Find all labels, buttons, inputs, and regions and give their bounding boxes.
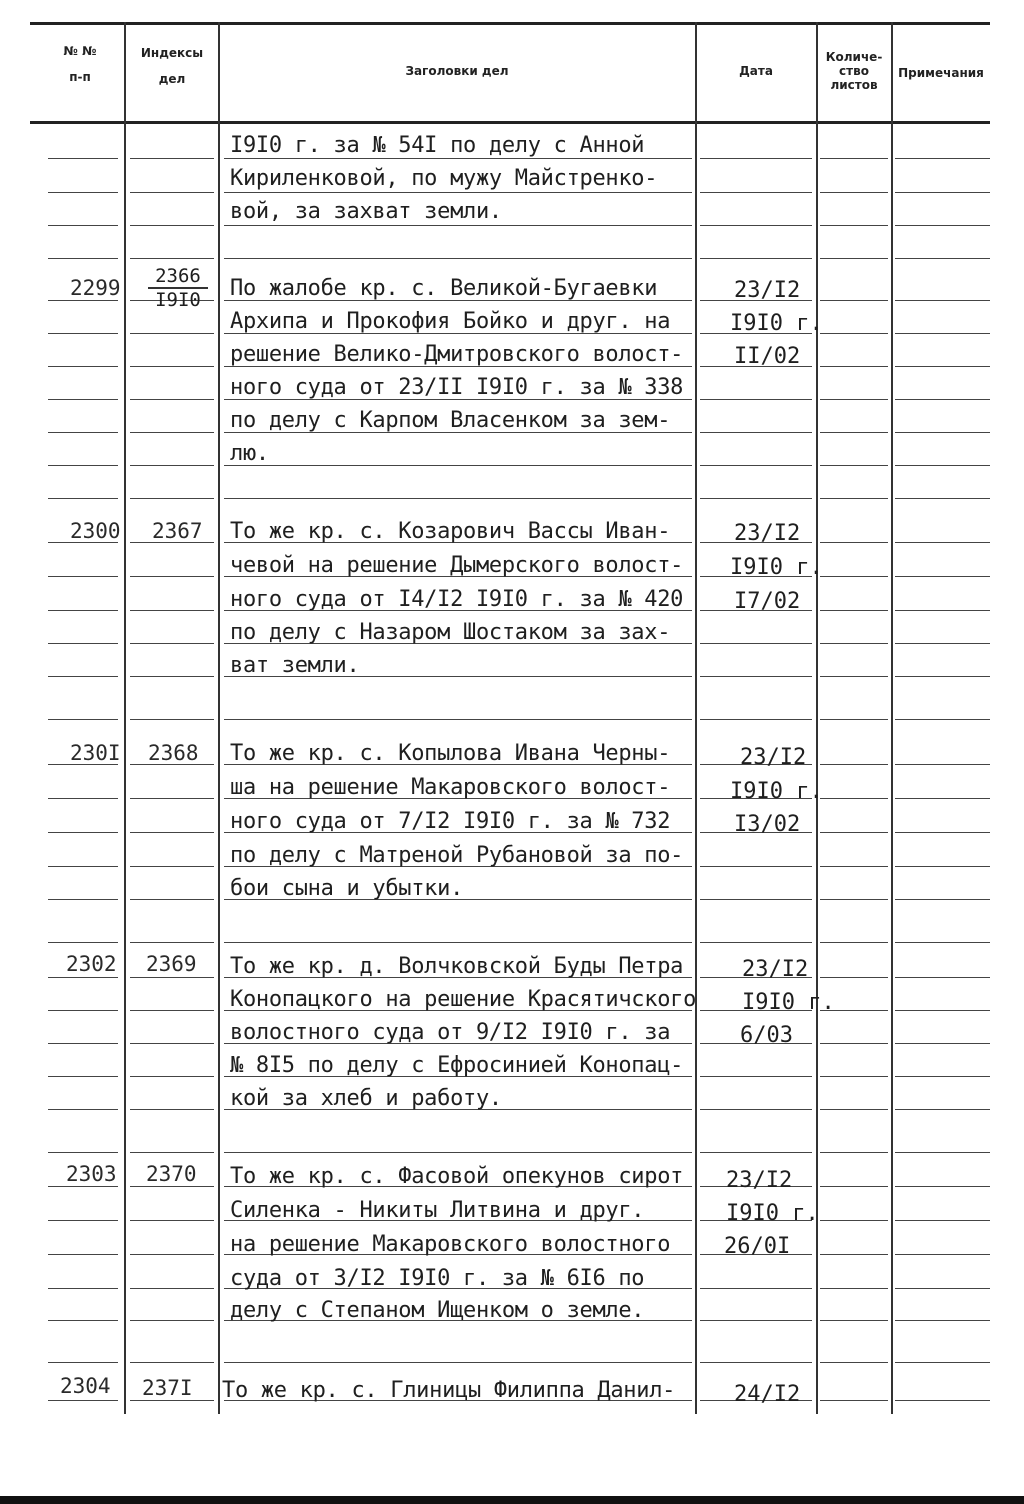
ruled-line: [700, 1152, 812, 1153]
ruled-line: [130, 1043, 214, 1044]
ruled-line: [48, 1220, 118, 1221]
ruled-line: [895, 1076, 990, 1077]
ruled-line: [48, 192, 118, 193]
entry-title-line: По жалобе кр. с. Великой-Бугаевки: [230, 276, 658, 301]
entry-title-line: № 8I5 по делу с Ефросинией Конопац-: [230, 1053, 684, 1078]
ruled-line: [895, 1288, 990, 1289]
entry-title-line: ват земли.: [230, 653, 360, 678]
ruled-line: [48, 832, 118, 833]
ruled-line: [130, 576, 214, 577]
entry-index-top: 2366: [155, 265, 201, 287]
header-col-notes: Примечания: [898, 66, 984, 80]
ruled-line: [895, 899, 990, 900]
ruled-line: [48, 1010, 118, 1011]
ruled-line: [895, 300, 990, 301]
ruled-line: [224, 719, 692, 720]
entry-date-line: 23/I2: [742, 957, 809, 982]
ruled-line: [895, 225, 990, 226]
column-divider: [124, 22, 126, 1414]
continuation-line: I9I0 г. за № 54I по делу с Анной: [230, 133, 645, 158]
ruled-line: [820, 465, 888, 466]
entry-date-line: I9I0 г.: [730, 555, 823, 580]
ruled-line: [895, 610, 990, 611]
entry-title-line: лю.: [230, 441, 269, 466]
header-col-title: Заголовки дел: [405, 64, 509, 78]
entry-date-line: 24/I2: [734, 1382, 801, 1407]
ruled-line: [820, 866, 888, 867]
ruled-line: [48, 977, 118, 978]
ruled-line: [700, 465, 812, 466]
ruled-line: [895, 866, 990, 867]
ruled-line: [48, 899, 118, 900]
ruled-line: [895, 643, 990, 644]
ruled-line: [130, 899, 214, 900]
ruled-line: [48, 1400, 118, 1401]
ruled-line: [130, 1076, 214, 1077]
entry-title-line: решение Велико-Дмитровского волост-: [230, 342, 684, 367]
ruled-line: [48, 942, 118, 943]
entry-title-line: ша на решение Макаровского волост-: [230, 775, 671, 800]
ruled-line: [224, 498, 692, 499]
entry-title-line: То же кр. с. Копылова Ивана Черны-: [230, 741, 671, 766]
entry-title-line: суда от 3/I2 I9I0 г. за № 6I6 по: [230, 1266, 645, 1291]
entry-index: 2368: [148, 741, 199, 765]
ruled-line: [48, 798, 118, 799]
entry-number: 2303: [66, 1162, 117, 1186]
continuation-line: вой, за захват земли.: [230, 199, 502, 224]
entry-date-line: I9I0 г.: [742, 990, 835, 1015]
entry-title-line: То же кр. с. Фасовой опекунов сирот: [230, 1164, 684, 1189]
scan-bottom-edge: [0, 1496, 1024, 1504]
ruled-line: [820, 610, 888, 611]
ruled-line: [895, 576, 990, 577]
ruled-line: [895, 1043, 990, 1044]
ruled-line: [130, 225, 214, 226]
ruled-line: [700, 719, 812, 720]
ruled-line: [130, 432, 214, 433]
ruled-line: [895, 1010, 990, 1011]
entry-title-line: волостного суда от 9/I2 I9I0 г. за: [230, 1020, 671, 1045]
entry-title-line: делу с Степаном Ищенком о земле.: [230, 1298, 645, 1323]
ruled-line: [130, 1400, 214, 1401]
ruled-line: [130, 1186, 214, 1187]
ruled-line: [130, 798, 214, 799]
ruled-line: [48, 432, 118, 433]
column-divider: [695, 22, 697, 1414]
ruled-line: [820, 333, 888, 334]
entry-date-line: I9I0 г.: [730, 311, 823, 336]
entry-date-line: I7/02: [734, 589, 801, 614]
entry-index: 2367: [152, 519, 203, 543]
ruled-line: [130, 399, 214, 400]
ruled-line: [820, 899, 888, 900]
ruled-line: [700, 676, 812, 677]
ruled-line: [820, 942, 888, 943]
ruled-line: [48, 225, 118, 226]
entry-date-line: 23/I2: [734, 521, 801, 546]
entry-title-line: Силенка - Никиты Литвина и друг.: [230, 1198, 645, 1223]
ruled-line: [48, 399, 118, 400]
ruled-line: [130, 1288, 214, 1289]
entry-title-line: ного суда от 7/I2 I9I0 г. за № 732: [230, 809, 671, 834]
header-col-date: Дата: [739, 64, 773, 78]
ruled-line: [700, 1109, 812, 1110]
ruled-line: [130, 942, 214, 943]
ruled-line: [820, 498, 888, 499]
ruled-line: [700, 432, 812, 433]
ruled-line: [820, 1320, 888, 1321]
ruled-line: [700, 399, 812, 400]
ruled-line: [895, 192, 990, 193]
ruled-line: [130, 977, 214, 978]
ruled-line: [48, 158, 118, 159]
ruled-line: [820, 366, 888, 367]
ruled-line: [700, 866, 812, 867]
ruled-line: [895, 719, 990, 720]
ruled-line: [130, 1152, 214, 1153]
ruled-line: [820, 1186, 888, 1187]
ruled-line: [820, 1109, 888, 1110]
ruled-line: [895, 977, 990, 978]
header-top-rule: [30, 22, 990, 25]
column-divider: [891, 22, 893, 1414]
ruled-line: [700, 1076, 812, 1077]
ruled-line: [130, 1320, 214, 1321]
entry-title-line: кой за хлеб и работу.: [230, 1086, 502, 1111]
entry-title-line: по делу с Матреной Рубановой за по-: [230, 843, 684, 868]
ruled-line: [130, 866, 214, 867]
entry-date-line: I9I0 г.: [730, 779, 823, 804]
ruled-line: [224, 1152, 692, 1153]
entry-index: 237I: [142, 1376, 193, 1400]
ruled-line: [130, 643, 214, 644]
entry-title-line: по делу с Назаром Шостаком за зах-: [230, 620, 671, 645]
entry-number: 2302: [66, 952, 117, 976]
ruled-line: [820, 719, 888, 720]
ruled-line: [130, 1254, 214, 1255]
ruled-line: [895, 1220, 990, 1221]
ruled-line: [48, 1362, 118, 1363]
entry-index-fraction: [148, 266, 208, 310]
ruled-line: [130, 158, 214, 159]
ruled-line: [700, 1362, 812, 1363]
ruled-line: [895, 366, 990, 367]
entry-title-line: по делу с Карпом Власенком за зем-: [230, 408, 671, 433]
ruled-line: [48, 866, 118, 867]
ruled-line: [895, 432, 990, 433]
ruled-line: [700, 158, 812, 159]
entry-date-line: 6/03: [740, 1023, 793, 1048]
ruled-line: [224, 465, 692, 466]
ruled-line: [48, 1186, 118, 1187]
entry-title-line: То же кр. д. Волчковской Буды Петра: [230, 954, 684, 979]
ruled-line: [895, 832, 990, 833]
ruled-line: [130, 1109, 214, 1110]
entry-index: 2369: [146, 952, 197, 976]
ruled-line: [130, 498, 214, 499]
ruled-line: [48, 1043, 118, 1044]
entry-title-line: ного суда от I4/I2 I9I0 г. за № 420: [230, 587, 684, 612]
ruled-line: [48, 366, 118, 367]
ruled-line: [700, 899, 812, 900]
ruled-line: [48, 1254, 118, 1255]
entry-title-line: бои сына и убытки.: [230, 876, 464, 901]
ruled-line: [48, 498, 118, 499]
ruled-line: [224, 258, 692, 259]
ruled-line: [820, 1362, 888, 1363]
ruled-line: [820, 977, 888, 978]
ruled-line: [895, 465, 990, 466]
column-divider: [218, 22, 220, 1414]
ruled-line: [895, 258, 990, 259]
entry-title-line: То же кр. с. Козарович Вассы Иван-: [230, 519, 671, 544]
entry-number: 230I: [70, 741, 121, 765]
ruled-line: [820, 399, 888, 400]
ruled-line: [130, 258, 214, 259]
ruled-line: [130, 832, 214, 833]
ruled-line: [700, 643, 812, 644]
ruled-line: [820, 798, 888, 799]
entry-index: 2370: [146, 1162, 197, 1186]
ruled-line: [820, 1254, 888, 1255]
ruled-line: [820, 542, 888, 543]
ruled-line: [700, 942, 812, 943]
entry-title-line: на решение Макаровского волостного: [230, 1232, 671, 1257]
ruled-line: [895, 1254, 990, 1255]
entry-number: 2304: [60, 1374, 111, 1398]
ruled-line: [895, 1109, 990, 1110]
entry-title-line: ного суда от 23/II I9I0 г. за № 338: [230, 375, 684, 400]
entry-date-line: I9I0 г.: [726, 1201, 819, 1226]
ruled-line: [700, 1288, 812, 1289]
ruled-line: [820, 300, 888, 301]
ruled-line: [48, 258, 118, 259]
ruled-line: [224, 192, 692, 193]
ruled-line: [820, 1076, 888, 1077]
ruled-line: [895, 498, 990, 499]
ruled-line: [895, 1362, 990, 1363]
ruled-line: [130, 192, 214, 193]
header-col-count: Количе- ство листов: [825, 50, 883, 92]
ruled-line: [820, 676, 888, 677]
ruled-line: [130, 1010, 214, 1011]
header-col-index: Индексы дел: [140, 46, 204, 86]
entry-number: 2299: [70, 276, 121, 300]
ruled-line: [700, 498, 812, 499]
ruled-line: [820, 258, 888, 259]
ruled-line: [820, 1400, 888, 1401]
ruled-line: [895, 333, 990, 334]
ruled-line: [130, 1362, 214, 1363]
ruled-line: [820, 192, 888, 193]
ruled-line: [895, 399, 990, 400]
entry-title-line: чевой на решение Дымерского волост-: [230, 553, 684, 578]
entry-date-line: 26/0I: [724, 1234, 791, 1259]
ruled-line: [820, 158, 888, 159]
entry-title-line: Архипа и Прокофия Бойко и друг. на: [230, 309, 671, 334]
ruled-line: [820, 643, 888, 644]
ruled-line: [820, 225, 888, 226]
ruled-line: [48, 300, 118, 301]
entry-date-line: 23/I2: [740, 745, 807, 770]
entry-date-line: 23/I2: [726, 1168, 793, 1193]
ruled-line: [48, 676, 118, 677]
ruled-line: [224, 942, 692, 943]
ruled-line: [48, 1109, 118, 1110]
ruled-line: [130, 610, 214, 611]
continuation-line: Кириленковой, по мужу Майстренко-: [230, 166, 658, 191]
ruled-line: [895, 1186, 990, 1187]
entry-date-line: II/02: [734, 344, 801, 369]
ruled-line: [820, 1288, 888, 1289]
ruled-line: [48, 465, 118, 466]
ruled-line: [820, 832, 888, 833]
ruled-line: [224, 1362, 692, 1363]
ruled-line: [130, 366, 214, 367]
ruled-line: [48, 1076, 118, 1077]
ruled-line: [700, 225, 812, 226]
ruled-line: [820, 1043, 888, 1044]
ruled-line: [130, 719, 214, 720]
ruled-line: [895, 1320, 990, 1321]
ruled-line: [820, 764, 888, 765]
header-col-num: № № п-п: [63, 44, 97, 84]
ruled-line: [130, 333, 214, 334]
ruled-line: [895, 764, 990, 765]
entry-date-line: 23/I2: [734, 278, 801, 303]
ruled-line: [700, 192, 812, 193]
ruled-line: [224, 158, 692, 159]
ruled-line: [48, 1152, 118, 1153]
header-bottom-rule: [30, 121, 990, 124]
ruled-line: [895, 158, 990, 159]
ruled-line: [224, 225, 692, 226]
ruled-line: [895, 542, 990, 543]
entry-title-line: То же кр. с. Глиницы Филиппа Данил-: [222, 1378, 676, 1403]
ruled-line: [895, 676, 990, 677]
entry-number: 2300: [70, 519, 121, 543]
ruled-line: [895, 1400, 990, 1401]
ruled-line: [895, 942, 990, 943]
ruled-line: [895, 798, 990, 799]
ruled-line: [130, 465, 214, 466]
ruled-line: [130, 1220, 214, 1221]
ruled-line: [820, 1152, 888, 1153]
ruled-line: [820, 1220, 888, 1221]
ruled-line: [48, 1288, 118, 1289]
ruled-line: [700, 1320, 812, 1321]
entry-index-bottom: I9I0: [155, 288, 201, 311]
ruled-line: [820, 432, 888, 433]
entry-title-line: Конопацкого на решение Красятичского: [230, 987, 697, 1012]
entry-date-line: I3/02: [734, 812, 801, 837]
ruled-line: [48, 1320, 118, 1321]
ruled-line: [48, 643, 118, 644]
ruled-line: [895, 1152, 990, 1153]
ruled-line: [48, 576, 118, 577]
ruled-line: [48, 719, 118, 720]
ruled-line: [48, 610, 118, 611]
ruled-line: [700, 258, 812, 259]
ruled-line: [820, 576, 888, 577]
ruled-line: [130, 676, 214, 677]
ruled-line: [48, 333, 118, 334]
